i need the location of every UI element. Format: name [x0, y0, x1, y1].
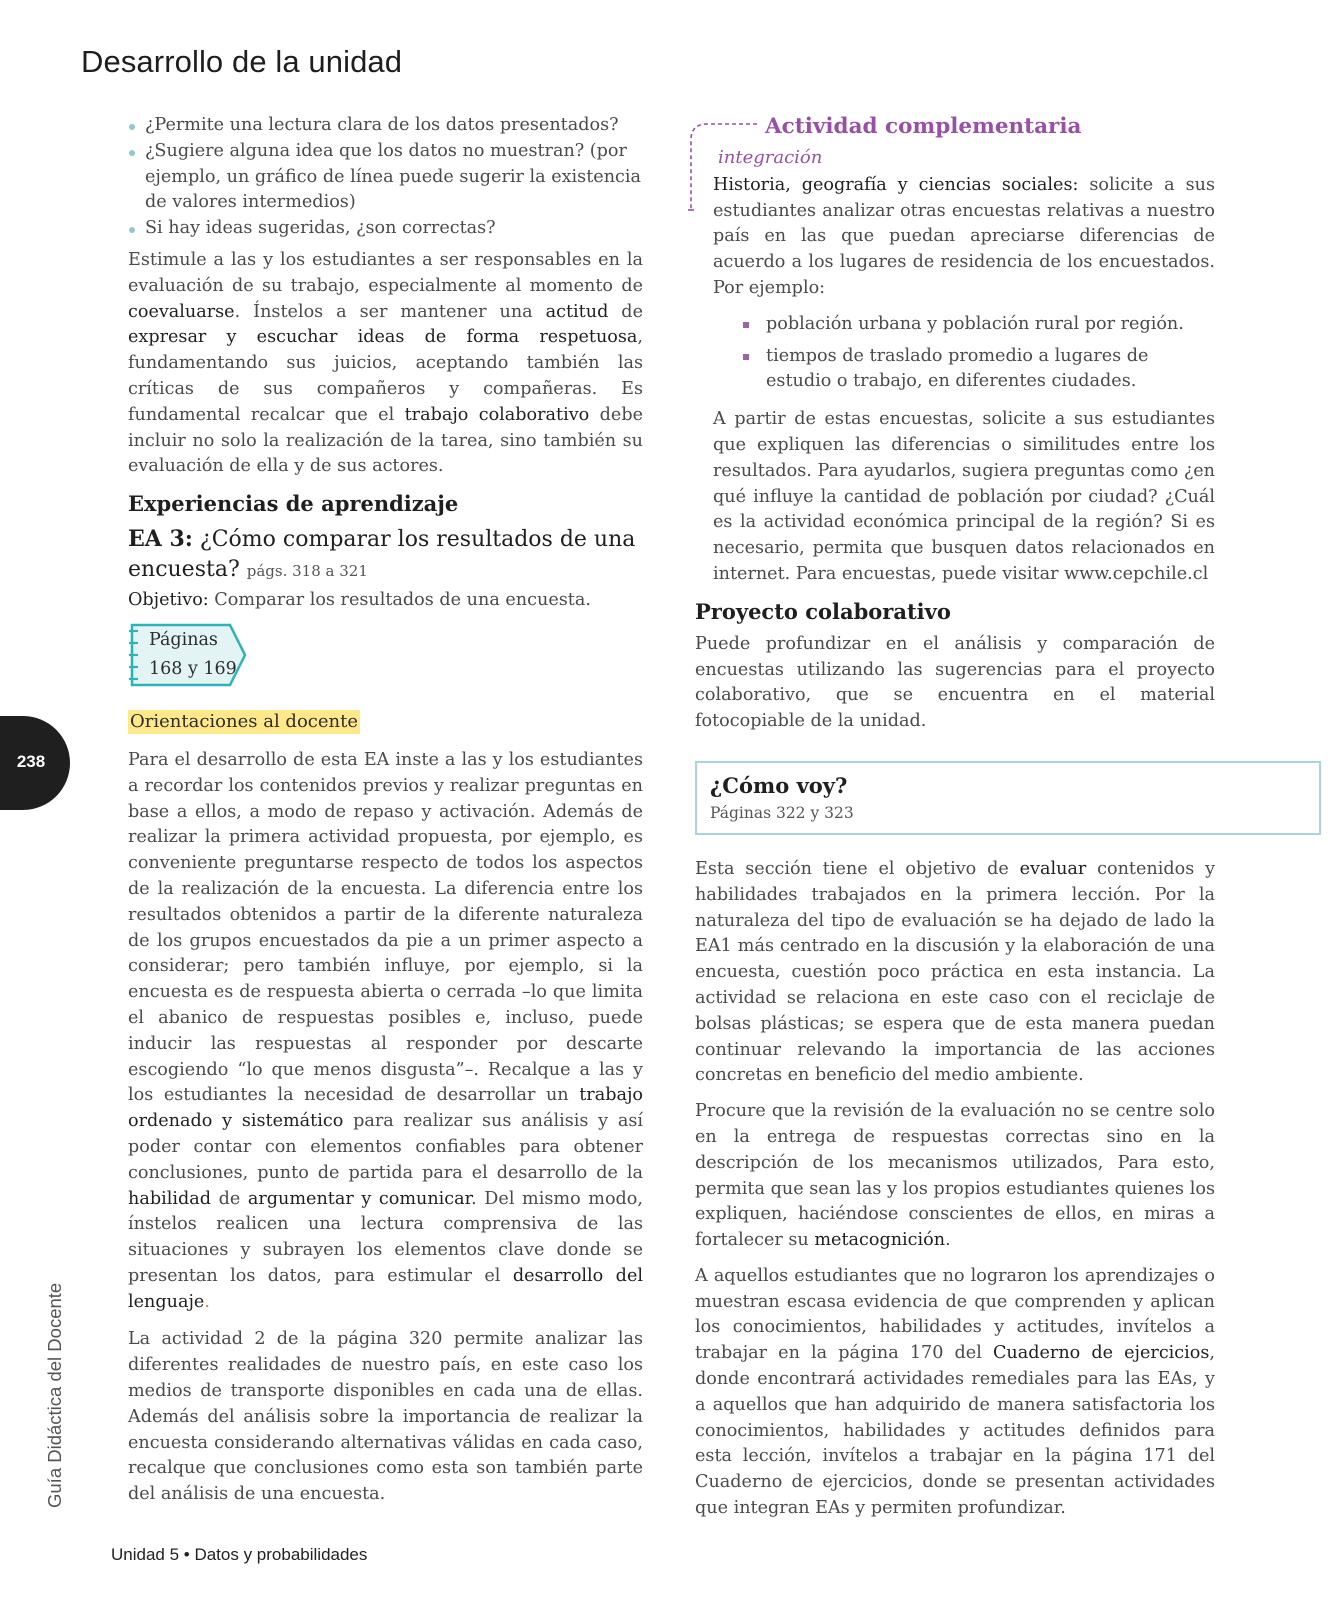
paragraph-coevaluation: Estimule a las y los estudiantes a ser responsables en la evaluación de su trabajo, especialmente al momento de coevaluarse. Ínstelos a ser mantener una actitud de expresar y escuchar ideas de forma respetuosa, fundamentando sus juicios, aceptando también las críticas de sus compañeros y compañeras. Es fundamental recalcar que el trabajo colaborativo debe incluir no solo la realización de la tarea, sino también su evaluación de ella y de sus actores.	[128, 249, 643, 477]
paragraph-review: Procure que la revisión de la evaluación no se centre solo en la entrega de respuestas correctas sino en la descripción de los mecanismos utilizados, Para esto, permita que sean las y los propios estudiantes quienes los expliquen, haciéndose conscientes de ellos, en miras a fortalecer su metacognición.	[695, 1101, 1215, 1251]
keyword: desarrollo del lenguaje	[128, 1265, 643, 1312]
keyword: metacognición	[814, 1230, 946, 1251]
list-item: Si hay ideas sugeridas, ¿son correctas?	[128, 216, 643, 242]
como-voy-box	[695, 761, 1321, 835]
page-number-tab	[0, 716, 70, 810]
como-voy-pages: Páginas 322 y 323	[710, 803, 854, 822]
pages-tag-range: 168 y 169	[149, 658, 237, 679]
objective-text: Comparar los resultados de una encuesta.	[208, 590, 591, 611]
keyword: evaluar	[1019, 858, 1087, 879]
keyword: Historia, geografía y ciencias sociales:	[713, 174, 1079, 195]
ea-question: ¿Cómo comparar los resultados de una encuesta?	[128, 527, 636, 583]
experiencias-heading: Experiencias de aprendizaje	[128, 491, 459, 517]
pages-tag-label: Páginas	[149, 629, 218, 650]
keyword: trabajo ordenado y sistemático	[128, 1085, 643, 1132]
activity-example-list	[713, 312, 1215, 395]
list-item: ¿Permite una lectura clara de los datos presentados?	[128, 113, 643, 139]
list-item: ¿Sugiere alguna idea que los datos no muestran? (por ejemplo, un gráfico de línea puede sugerir la existencia de valores intermedios)	[128, 139, 643, 216]
activity-header	[695, 113, 1215, 171]
dashed-bracket-icon	[683, 118, 763, 213]
activity-title: Actividad complementaria	[765, 114, 1082, 139]
list-item: población urbana y población rural por región.	[743, 312, 1215, 338]
proyecto-paragraph: Puede profundizar en el análisis y comparación de encuestas utilizando las sugerencias para el proyecto colaborativo, que se encuentra en el material fotocopiable de la unidad.	[695, 633, 1215, 732]
activity-intro: Historia, geografía y ciencias sociales: solicite a sus estudiantes analizar otras encuestas relativas a nuestro país en las que puedan apreciarse diferencias de acuerdo a los lugares de residencia de los encuestados. Por ejemplo:	[713, 174, 1215, 298]
paragraph-activity-2: La actividad 2 de la página 320 permite analizar las diferentes realidades de nuestro país, en este caso los medios de transporte disponibles en cada una de ellas. Además del análisis sobre la importancia de realizar la encuesta considerando alternativas válidas en cada caso, recalque que conclusiones como esta son también parte del análisis de una encuesta.	[128, 1329, 643, 1505]
activity-body	[695, 173, 1215, 588]
keyword: Cuaderno de ejercicios	[992, 1343, 1210, 1364]
activity-subtitle: integración	[718, 147, 823, 168]
keyword: trabajo colaborativo	[404, 404, 590, 425]
footer-unit-label: Unidad 5 • Datos y probabilidades	[111, 1545, 368, 1564]
paragraph-ea-development: Para el desarrollo de esta EA inste a las y los estudiantes a recordar los contenidos previos y realizar preguntas en base a ellos, a modo de repaso y activación. Además de realizar la primera actividad propuesta, por ejemplo, es conveniente preguntarse respecto de todos los aspectos de la realización de la encuesta. La diferencia entre los resultados obtenidos a partir de la diferente naturaleza de los grupos encuestados da pie a un primer aspecto a considerar; pero también influye, por ejemplo, si la encuesta es de respuesta abierta o cerrada –lo que limita el abanico de respuestas posibles e, incluso, puede inducir las respuestas al responder por descarte escogiendo “lo que menos disgusta”–. Recalque a las y los estudiantes la necesidad de desarrollar un trabajo ordenado y sistemático para realizar sus análisis y así poder contar con elementos confiables para obtener conclusiones, punto de partida para el desarrollo de la habilidad de argumentar y comunicar. Del mismo modo, ínstelos realicen una lectura comprensiva de las situaciones y subrayen los elementos clave donde se presentan los datos, para estimular el desarrollo del lenguaje.	[128, 749, 643, 1312]
como-voy-title: ¿Cómo voy?	[710, 772, 848, 798]
paragraph-evaluation: Esta sección tiene el objetivo de evaluar contenidos y habilidades trabajados en la primera lección. Por la naturaleza del tipo de evaluación se ha dejado de lado la EA1 más centrado en la discusión y la elaboración de una encuesta, cuestión poco práctica en esta instancia. La actividad se relaciona en este caso con el reciclaje de bolsas plásticas; se espera que de esta manera puedan continuar relevando la importancia de las acciones concretas en beneficio del medio ambiente.	[695, 858, 1216, 1086]
pages-tag	[128, 622, 248, 688]
activity-paragraph: A partir de estas encuestas, solicite a sus estudiantes que expliquen las diferencias o similitudes entre los resultados. Para ayudarlos, sugiera preguntas como ¿en qué influye la cantidad de población por ciudad? ¿Cuál es la actividad económica principal de la región? Si es necesario, permita que busquen datos relacionados en internet. Para encuestas, puede visitar www.cepchile.cl	[713, 409, 1215, 584]
proyecto-heading: Proyecto colaborativo	[695, 598, 951, 624]
keyword: coevaluarse	[128, 301, 235, 322]
ea-code: EA 3:	[128, 526, 193, 553]
keyword: argumentar y comunicar	[247, 1188, 472, 1209]
keyword: habilidad	[128, 1188, 211, 1209]
objective	[128, 588, 643, 614]
ea-title	[128, 524, 643, 586]
guide-side-label: Guía Didáctica del Docente	[44, 1282, 65, 1508]
keyword: expresar y escuchar ideas de forma respetuosa	[128, 327, 638, 348]
orientaciones-heading: Orientaciones al docente	[130, 710, 358, 732]
keyword: actitud	[545, 301, 609, 322]
objective-label: Objetivo:	[128, 590, 209, 611]
paragraph-remedial: A aquellos estudiantes que no lograron los aprendizajes o muestran escasa evidencia de que comprenden y aplican los conocimientos, habilidades y actitudes, invítelos a trabajar en la página 170 del Cuaderno de ejercicios, donde encontrará actividades remediales para las EAs, y a aquellos que han adquirido de manera satisfactoria los conocimientos, habilidades y actitudes definidos para esta lección, invítelos a trabajar en la página 171 del Cuaderno de ejercicios, donde se presentan actividades que integran EAs y permiten profundizar.	[695, 1265, 1216, 1519]
list-item: tiempos de traslado promedio a lugares de estudio o trabajo, en diferentes ciudades.	[743, 344, 1215, 396]
left-column	[128, 113, 643, 1517]
ea-pages: págs. 318 a 321	[246, 562, 368, 581]
right-column	[695, 113, 1215, 1531]
page-number: 238	[16, 752, 46, 771]
question-bullet-list	[128, 113, 643, 242]
page-title: Desarrollo de la unidad	[81, 44, 403, 79]
